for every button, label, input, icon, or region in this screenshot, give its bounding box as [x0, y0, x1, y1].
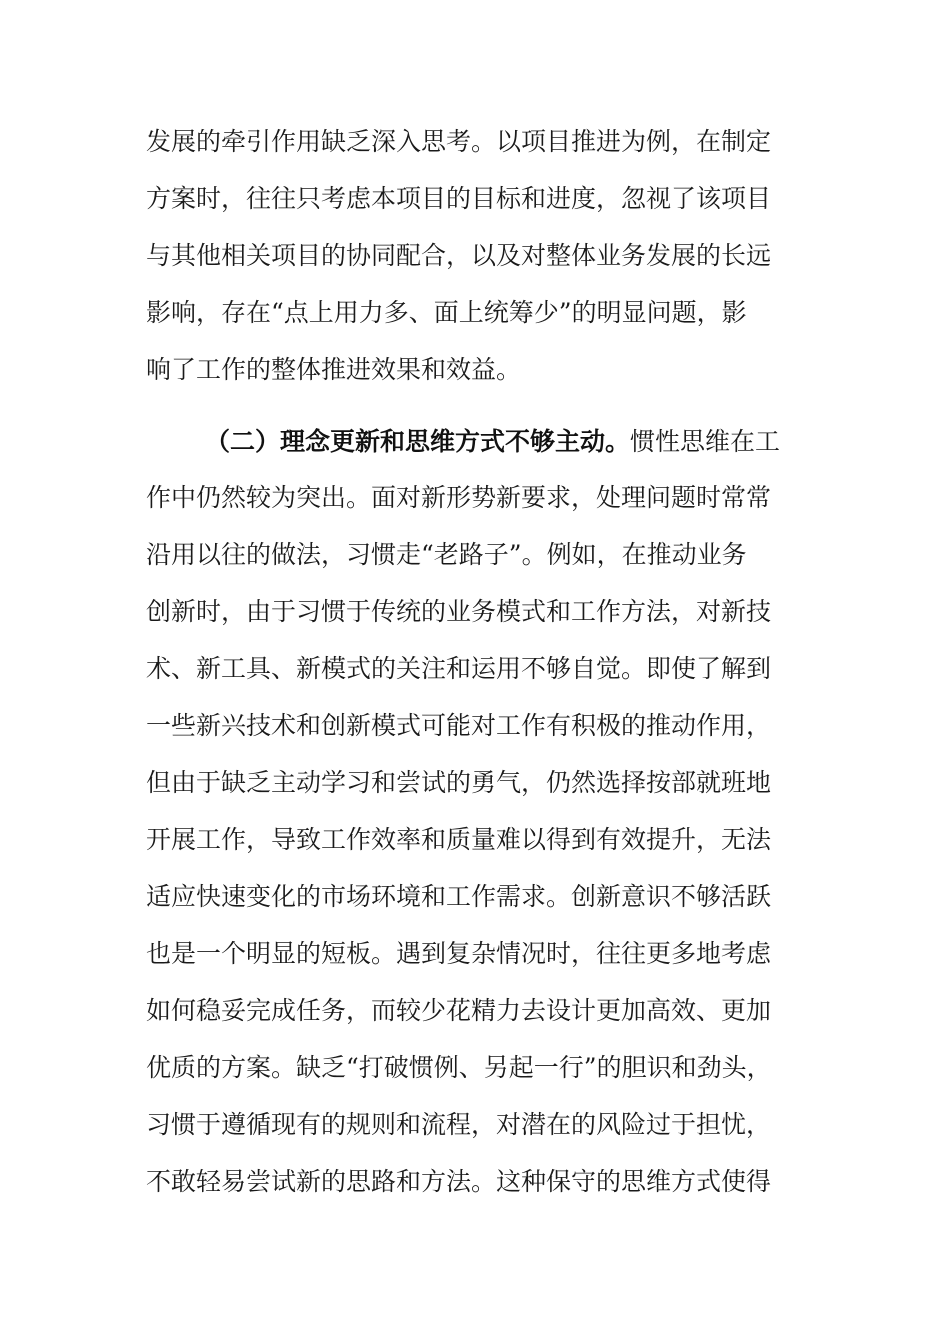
paragraph-2-line-5: 术、新工具、新模式的关注和运用不够自觉。即使了解到: [146, 654, 772, 683]
paragraph-2-line-12: 优质的方案。缺乏“打破惯例、另起一行”的胆识和劲头，: [146, 1053, 772, 1082]
paragraph-1-line-1: 发展的牵引作用缺乏深入思考。以项目推进为例，在制定: [146, 127, 772, 156]
paragraph-2-line-11: 如何稳妥完成任务，而较少花精力去设计更加高效、更加: [146, 996, 772, 1025]
paragraph-2-line-7: 但由于缺乏主动学习和尝试的勇气，仍然选择按部就班地: [146, 768, 772, 797]
paragraph-2-line-2: 作中仍然较为突出。面对新形势新要求，处理问题时常常: [146, 483, 772, 512]
paragraph-2-line-1: [205, 422, 865, 462]
paragraph-1-line-3: 与其他相关项目的协同配合，以及对整体业务发展的长远: [146, 241, 772, 270]
paragraph-2-line-6: 一些新兴技术和创新模式可能对工作有积极的推动作用，: [146, 711, 772, 740]
paragraph-2-line-13: 习惯于遵循现有的规则和流程，对潜在的风险过于担忧，: [146, 1110, 772, 1139]
paragraph-2-line-1-rest: 惯性思维在工: [630, 427, 781, 456]
paragraph-1-line-5: 响了工作的整体推进效果和效益。: [146, 355, 522, 384]
paragraph-2-line-9: 适应快速变化的市场环境和工作需求。创新意识不够活跃: [146, 882, 772, 911]
paragraph-1-line-2: 方案时，往往只考虑本项目的目标和进度，忽视了该项目: [146, 184, 772, 213]
paragraph-2-line-10: 也是一个明显的短板。遇到复杂情况时，往往更多地考虑: [146, 939, 772, 968]
paragraph-2-line-14: 不敢轻易尝试新的思路和方法。这种保守的思维方式使得: [146, 1167, 772, 1196]
paragraph-2-line-4: 创新时，由于习惯于传统的业务模式和工作方法，对新技: [146, 597, 772, 626]
section-heading: （二）理念更新和思维方式不够主动。: [205, 427, 631, 456]
paragraph-1-line-4: 影响，存在“点上用力多、面上统筹少”的明显问题，影: [146, 298, 747, 327]
paragraph-2-line-8: 开展工作，导致工作效率和质量难以得到有效提升，无法: [146, 825, 772, 854]
paragraph-2-line-3: 沿用以往的做法，习惯走“老路子”。例如，在推动业务: [146, 540, 747, 569]
